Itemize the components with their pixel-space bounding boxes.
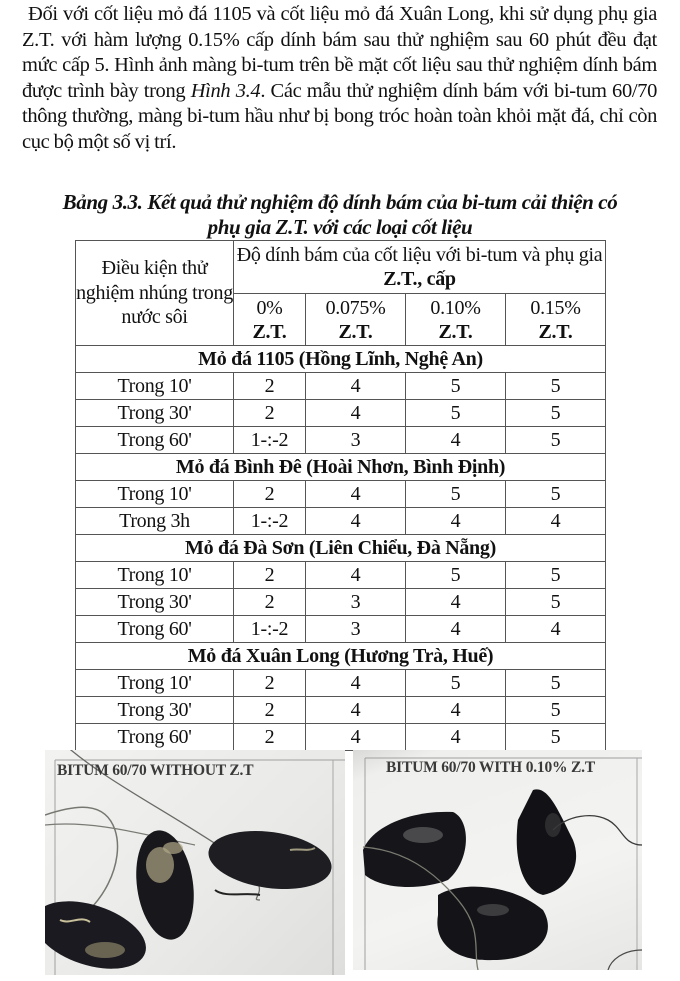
cell-value: 4 [506,616,606,643]
cell-condition: Trong 30' [76,589,234,616]
photo-without-additive [45,750,345,975]
photo-label: BITUM 60/70 WITHOUT Z.T [57,762,254,779]
table-row [76,508,606,535]
table-caption [0,190,680,240]
cell-value: 4 [406,697,506,724]
cell-value: 4 [306,400,406,427]
cell-value: 4 [306,481,406,508]
cell-value: 4 [406,427,506,454]
header-unit: Z.T. [338,320,373,343]
cell-value: 2 [234,562,306,589]
table-caption-line-1: Bảng 3.3. Kết quả thử nghiệm độ dính bám của bi-tum cải thiện có [62,190,618,214]
group-name: Mỏ đá Đà Sơn (Liên Chiểu, Đà Nẵng) [76,535,606,562]
table-row [76,427,606,454]
cell-condition: Trong 3h [76,508,234,535]
header-condition: Điều kiện thử nghiệm nhúng trong nước sôi [76,241,234,346]
cell-value: 2 [234,670,306,697]
group-row [76,643,606,670]
group-name: Mỏ đá Xuân Long (Hương Trà, Huế) [76,643,606,670]
cell-value: 5 [506,670,606,697]
cell-value: 3 [306,427,406,454]
table-row [76,724,606,751]
paragraph-text-1: Đối với cốt liệu mỏ đá 1105 và cốt liệu mỏ đá Xuân Long, khi sử dụng phụ gia Z.T. với hàm lượng 0.15% cấp dính bám sau thử nghiệm sau 60 phút đều đạt mức cấp 5. Hình ảnh màng bi-tum trên bề mặt cốt liệu sau thử nghiệm dính bám được trình bày trong [22,3,657,102]
cell-value: 4 [406,589,506,616]
header-unit: Z.T. [252,320,287,343]
table-row [76,400,606,427]
header-pct: 0.15% [530,296,581,319]
cell-value: 4 [406,508,506,535]
cell-value: 2 [234,724,306,751]
cell-value: 4 [306,562,406,589]
group-row [76,535,606,562]
cell-value: 2 [234,400,306,427]
cell-condition: Trong 10' [76,373,234,400]
cell-value: 5 [406,373,506,400]
group-row [76,346,606,373]
table-row [76,697,606,724]
cell-value: 5 [506,697,606,724]
adhesion-results-table [75,240,606,751]
cell-condition: Trong 60' [76,724,234,751]
cell-value: 2 [234,697,306,724]
table-caption-line-2: phụ gia Z.T. với các loại cốt liệu [207,215,473,239]
cell-value: 4 [406,724,506,751]
header-pct: 0.075% [325,296,386,319]
table-header-row [76,241,606,294]
cell-value: 5 [506,562,606,589]
header-col-0075pct [306,294,406,346]
group-row [76,454,606,481]
cell-value: 5 [406,562,506,589]
table-row [76,562,606,589]
cell-value: 1-:-2 [234,427,306,454]
aggregate-coated-illustration [353,750,642,970]
table-row [76,373,606,400]
header-col-015pct [506,294,606,346]
cell-condition: Trong 60' [76,427,234,454]
cell-value: 2 [234,589,306,616]
cell-condition: Trong 30' [76,697,234,724]
cell-value: 1-:-2 [234,508,306,535]
cell-value: 3 [306,589,406,616]
cell-value: 4 [306,697,406,724]
photo-with-additive [353,750,642,970]
cell-value: 3 [306,616,406,643]
figure-photos [45,750,645,975]
cell-condition: Trong 60' [76,616,234,643]
cell-value: 5 [506,724,606,751]
cell-value: 5 [406,481,506,508]
aggregate-stripped-illustration [45,750,345,975]
cell-value: 2 [234,481,306,508]
cell-condition: Trong 30' [76,400,234,427]
header-unit: Z.T. [538,320,573,343]
table-row [76,589,606,616]
cell-value: 5 [506,589,606,616]
header-adhesion-bold: Z.T., cấp [383,268,456,290]
header-col-010pct [406,294,506,346]
cell-value: 1-:-2 [234,616,306,643]
cell-condition: Trong 10' [76,562,234,589]
table-row [76,616,606,643]
header-unit: Z.T. [438,320,473,343]
cell-value: 2 [234,373,306,400]
cell-value: 5 [506,373,606,400]
header-adhesion-text: Độ dính bám của cốt liệu với bi-tum và phụ gia [236,244,603,266]
cell-value: 4 [506,508,606,535]
cell-condition: Trong 10' [76,481,234,508]
cell-value: 4 [406,616,506,643]
table-row [76,481,606,508]
table-row [76,670,606,697]
header-pct: 0.10% [430,296,481,319]
figure-reference: Hình 3.4 [190,79,261,102]
group-name: Mỏ đá 1105 (Hồng Lĩnh, Nghệ An) [76,346,606,373]
group-name: Mỏ đá Bình Đê (Hoài Nhơn, Bình Định) [76,454,606,481]
cell-value: 4 [306,508,406,535]
cell-value: 5 [406,400,506,427]
cell-value: 4 [306,373,406,400]
paragraph-text-2: . Các mẫu thử nghiệm dính bám với bi-tum 60/70 thông thường, màng bi-tum hầu như bị bong tróc hoàn toàn khỏi mặt đá, chỉ còn cục bộ một số vị trí. [22,79,658,153]
header-pct: 0% [256,296,283,319]
cell-value: 5 [406,670,506,697]
photo-label: BITUM 60/70 WITH 0.10% Z.T [386,759,595,776]
body-paragraph [22,2,657,156]
cell-value: 5 [506,427,606,454]
cell-value: 4 [306,724,406,751]
cell-condition: Trong 10' [76,670,234,697]
cell-value: 4 [306,670,406,697]
header-col-0pct [234,294,306,346]
header-adhesion [234,241,606,294]
cell-value: 5 [506,481,606,508]
cell-value: 5 [506,400,606,427]
